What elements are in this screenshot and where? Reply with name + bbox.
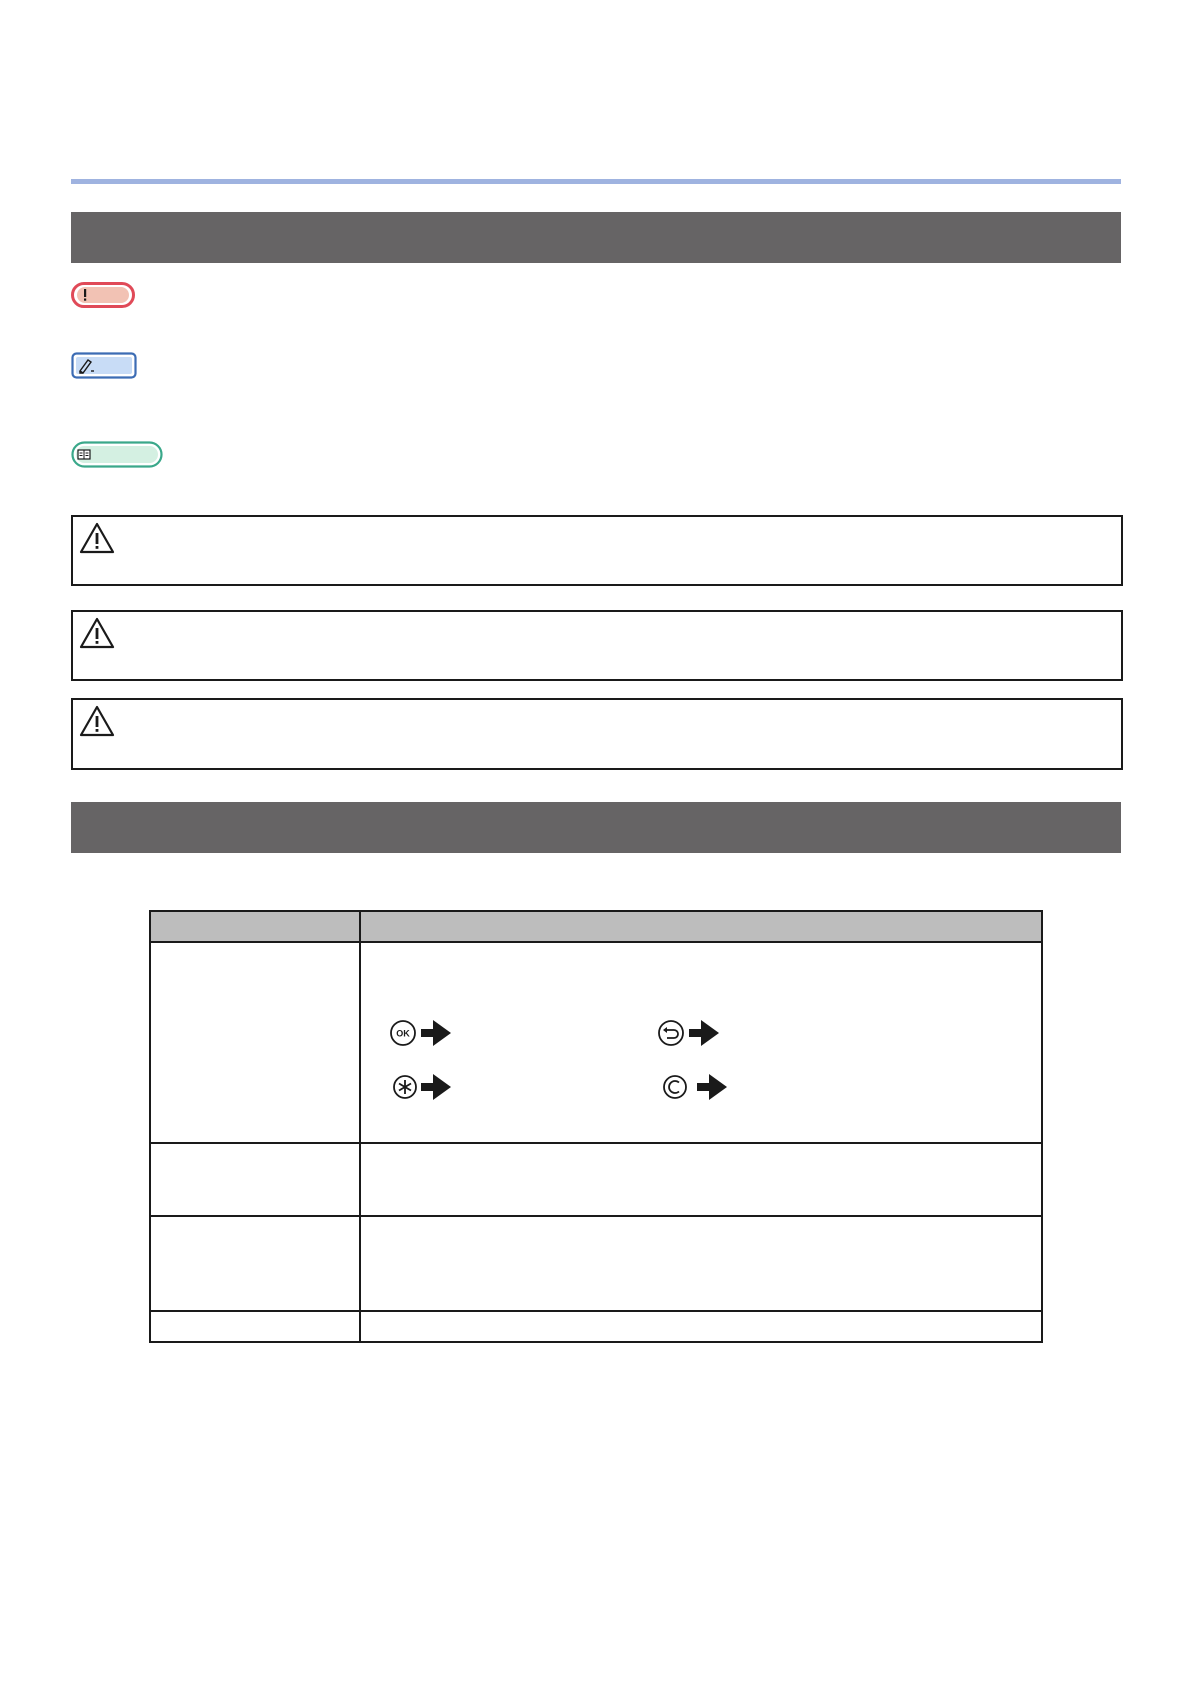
right-arrow-icon [421, 1074, 451, 1100]
warning-box-2 [71, 610, 1123, 681]
star-key-icon [394, 1076, 416, 1098]
right-arrow-icon [421, 1020, 451, 1046]
reference-badge [71, 441, 163, 468]
exclamation-icon [84, 289, 86, 301]
book-icon [78, 450, 90, 459]
section-header-bar-1 [71, 212, 1121, 263]
warning-triangle-icon [79, 705, 115, 737]
back-key-arrow [657, 1016, 723, 1050]
svg-text:OK: OK [396, 1028, 410, 1039]
note-badge [71, 282, 135, 308]
warning-box-3 [71, 698, 1123, 770]
memo-badge [71, 352, 137, 379]
ok-key-arrow [389, 1016, 455, 1050]
back-key-icon [659, 1021, 683, 1045]
right-arrow-icon [689, 1020, 719, 1046]
star-key-arrow [389, 1070, 455, 1104]
notation-table [149, 910, 1043, 1341]
right-arrow-icon [697, 1074, 727, 1100]
clear-key-arrow [659, 1070, 731, 1104]
warning-triangle-icon [79, 522, 115, 554]
warning-box-1 [71, 515, 1123, 586]
ok-key-icon [391, 1021, 415, 1045]
table-frame [149, 910, 1043, 1343]
clear-key-icon [664, 1076, 686, 1098]
warning-triangle-icon [79, 617, 115, 649]
top-accent-rule [71, 179, 1121, 184]
section-header-bar-2 [71, 802, 1121, 853]
